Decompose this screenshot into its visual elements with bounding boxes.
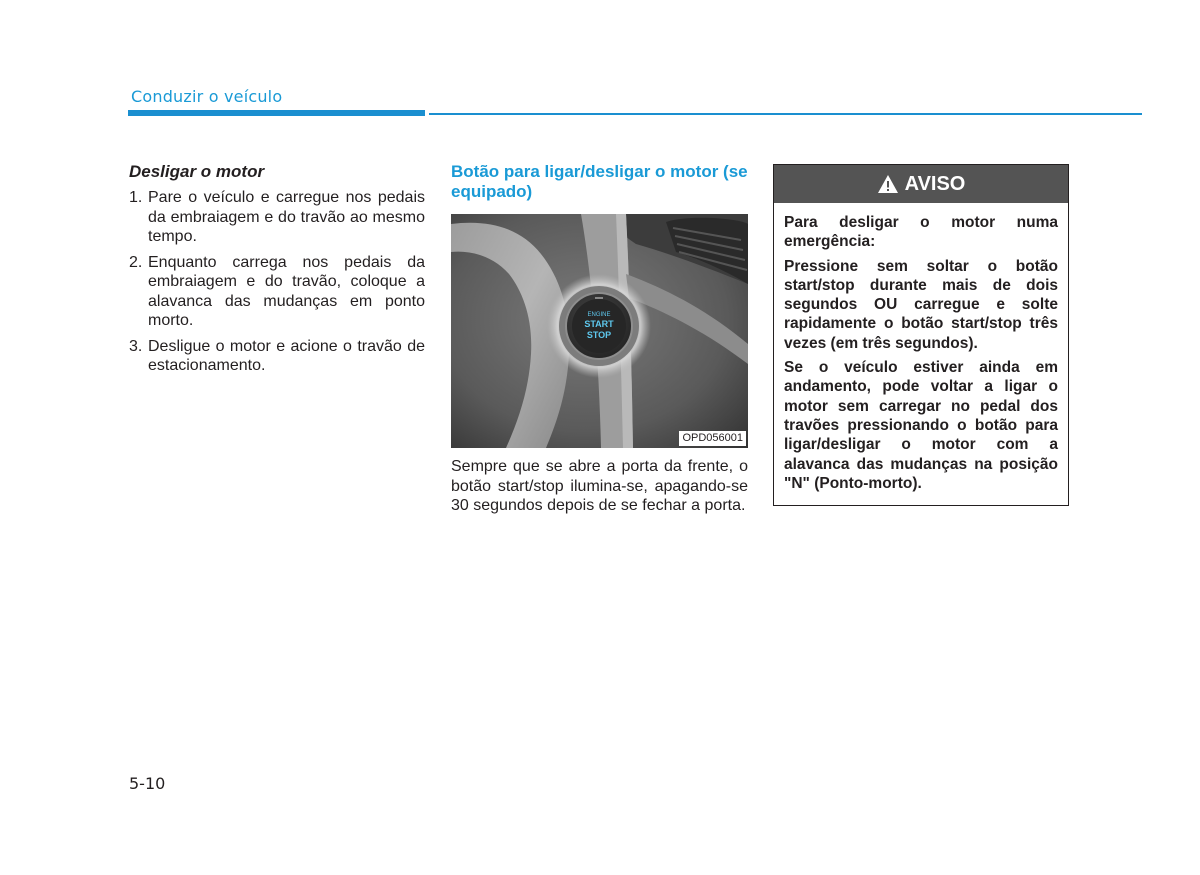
warning-triangle-icon — [877, 174, 899, 194]
warning-paragraph: Para desligar o motor numa emergência: — [784, 214, 1058, 251]
section-header-title: Conduzir o veículo — [131, 87, 283, 106]
list-item — [129, 253, 425, 331]
middle-column — [451, 162, 748, 516]
section-title-botao: Botão para ligar/desligar o motor (se equipado) — [451, 162, 748, 201]
step-number: 2. — [129, 253, 143, 271]
button-label-top: ENGINE — [587, 312, 611, 318]
steering-column-drawing — [451, 214, 748, 448]
start-stop-button-illustration — [451, 214, 748, 448]
page-number: 5-10 — [129, 774, 166, 793]
section-title-desligar: Desligar o motor — [129, 162, 265, 181]
button-label-mid: START — [584, 319, 614, 329]
step-text: Desligue o motor e acione o travão de estacionamento. — [148, 337, 425, 374]
step-number: 1. — [129, 189, 143, 206]
button-label-bottom: STOP — [586, 330, 612, 340]
start-stop-description: Sempre que se abre a porta da frente, o botão start/stop ilumina-se, apagando-se 30 segundos depois de se fechar a porta. — [451, 458, 748, 514]
warning-box — [773, 164, 1069, 506]
list-item — [129, 337, 425, 376]
warning-header — [774, 165, 1068, 203]
warning-paragraph: Pressione sem soltar o botão start/stop durante mais de dois segundos OU carregue e solte rapidamente o botão start/stop três vezes (em três segundos). — [784, 257, 1058, 352]
figure-code: OPD056001 — [679, 431, 746, 446]
steps-list — [129, 188, 425, 376]
header-rule-thin — [429, 113, 1142, 115]
header-rule-thick — [128, 110, 425, 116]
list-item — [129, 188, 425, 247]
step-text: Enquanto carrega nos pedais da embraiagem e do travão, coloque a alavanca das mudanças em ponto morto. — [148, 253, 425, 329]
step-number: 3. — [129, 337, 143, 355]
warning-body — [774, 203, 1068, 505]
warning-label: AVISO — [904, 172, 966, 195]
warning-paragraph: Se o veículo estiver ainda em andamento, pode voltar a ligar o motor sem carregar no pedal dos travões pressionando o botão para ligar/desligar o motor com a alavanca das mudanças na posição "N" (Ponto-morto). — [784, 359, 1058, 492]
step-text: Pare o veículo e carregue nos pedais da embraiagem e do travão ao mesmo tempo. — [148, 189, 425, 245]
left-column — [129, 162, 425, 382]
